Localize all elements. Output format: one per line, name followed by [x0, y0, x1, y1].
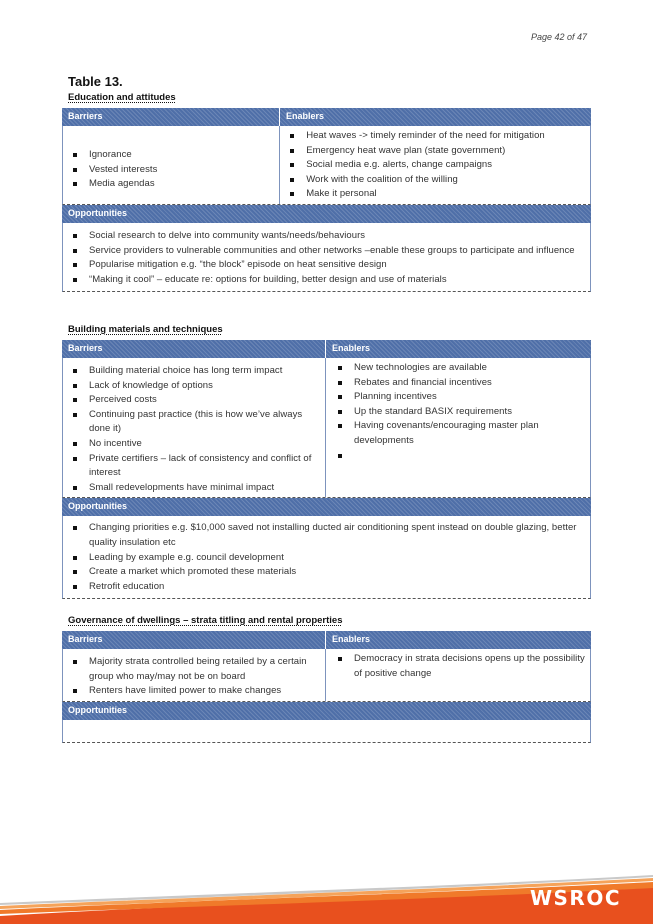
list-item: Rebates and financial incentives [332, 376, 586, 391]
barriers-enablers-row [62, 649, 591, 702]
opportunities-row [62, 223, 591, 292]
list-item: Democracy in strata decisions opens up the possibility of positive change [332, 652, 586, 681]
list-item: Work with the coalition of the willing [284, 173, 586, 188]
table-building [62, 340, 591, 599]
opportunities-header: Opportunities [62, 702, 591, 720]
enablers-cell [280, 126, 590, 204]
enablers-cell [326, 358, 590, 497]
list-item: New technologies are available [332, 361, 586, 376]
table-title: Table 13. [68, 74, 123, 89]
barriers-list [67, 655, 321, 699]
list-item: Majority strata controlled being retailed by a certain group who may/may not be on board [67, 655, 321, 684]
list-item: Renters have limited power to make changes [67, 684, 321, 699]
list-item: No incentive [67, 437, 321, 452]
enablers-header: Enablers [280, 108, 591, 126]
barriers-enablers-row [62, 126, 591, 205]
list-item: “Making it cool” – educate re: options for building, better design and use of materials [67, 273, 586, 288]
list-item: Perceived costs [67, 393, 321, 408]
opportunities-cell [63, 720, 590, 742]
page-number: Page 42 of 47 [530, 32, 587, 42]
barriers-header: Barriers [62, 631, 326, 649]
section-heading-education: Education and attitudes [68, 92, 176, 103]
list-item: Small redevelopments have minimal impact [67, 481, 321, 496]
list-item: Retrofit education [67, 580, 586, 595]
list-item: Private certifiers – lack of consistency and conflict of interest [67, 452, 321, 481]
list-item: Lack of knowledge of options [67, 379, 321, 394]
barriers-enablers-row [62, 358, 591, 498]
list-item: Media agendas [67, 177, 275, 192]
enablers-header: Enablers [326, 340, 591, 358]
barriers-list [67, 148, 275, 192]
list-item: Service providers to vulnerable communities and other networks –enable these groups to participate and influence [67, 244, 586, 259]
list-item: Vested interests [67, 163, 275, 178]
enablers-header: Enablers [326, 631, 591, 649]
opportunities-header: Opportunities [62, 205, 591, 223]
list-item: Social media e.g. alerts, change campaigns [284, 158, 586, 173]
list-item: Create a market which promoted these materials [67, 565, 586, 580]
list-item: Building material choice has long term impact [67, 364, 321, 379]
section-heading-governance: Governance of dwellings – strata titling and rental properties [68, 615, 343, 626]
barriers-cell [63, 358, 326, 497]
enablers-list [332, 361, 586, 463]
list-item: Planning incentives [332, 390, 586, 405]
header-row [62, 631, 591, 649]
list-item: Up the standard BASIX requirements [332, 405, 586, 420]
enablers-cell [326, 649, 590, 701]
list-item [332, 449, 586, 464]
list-item: Ignorance [67, 148, 275, 163]
opportunities-list [67, 229, 586, 287]
section-heading-building: Building materials and techniques [68, 324, 223, 335]
opportunities-row [62, 516, 591, 599]
barriers-cell [63, 126, 280, 204]
list-item: Having covenants/encouraging master plan developments [332, 419, 586, 448]
wsroc-logo: WSROC [529, 886, 621, 910]
list-item: Make it personal [284, 187, 586, 202]
list-item: Emergency heat wave plan (state government) [284, 144, 586, 159]
list-item: Heat waves -> timely reminder of the need for mitigation [284, 129, 586, 144]
enablers-list [284, 129, 586, 202]
opportunities-cell [63, 223, 590, 291]
opportunities-cell [63, 516, 590, 598]
barriers-list [67, 364, 321, 495]
opportunities-header-row [62, 498, 591, 516]
list-item: Social research to delve into community wants/needs/behaviours [67, 229, 586, 244]
list-item: Changing priorities e.g. $10,000 saved not installing ducted air conditioning spent instead on double glazing, better quality insulation etc [67, 521, 586, 550]
opportunities-list [67, 521, 586, 594]
header-row [62, 108, 591, 126]
opportunities-header-row [62, 702, 591, 720]
barriers-header: Barriers [62, 108, 280, 126]
barriers-cell [63, 649, 326, 701]
opportunities-header: Opportunities [62, 498, 591, 516]
list-item: Leading by example e.g. council development [67, 551, 586, 566]
table-governance [62, 631, 591, 743]
table-education [62, 108, 591, 292]
header-row [62, 340, 591, 358]
opportunities-row [62, 720, 591, 743]
enablers-list [332, 652, 586, 681]
opportunities-header-row [62, 205, 591, 223]
barriers-header: Barriers [62, 340, 326, 358]
list-item: Popularise mitigation e.g. “the block” episode on heat sensitive design [67, 258, 586, 273]
list-item: Continuing past practice (this is how we’ve always done it) [67, 408, 321, 437]
